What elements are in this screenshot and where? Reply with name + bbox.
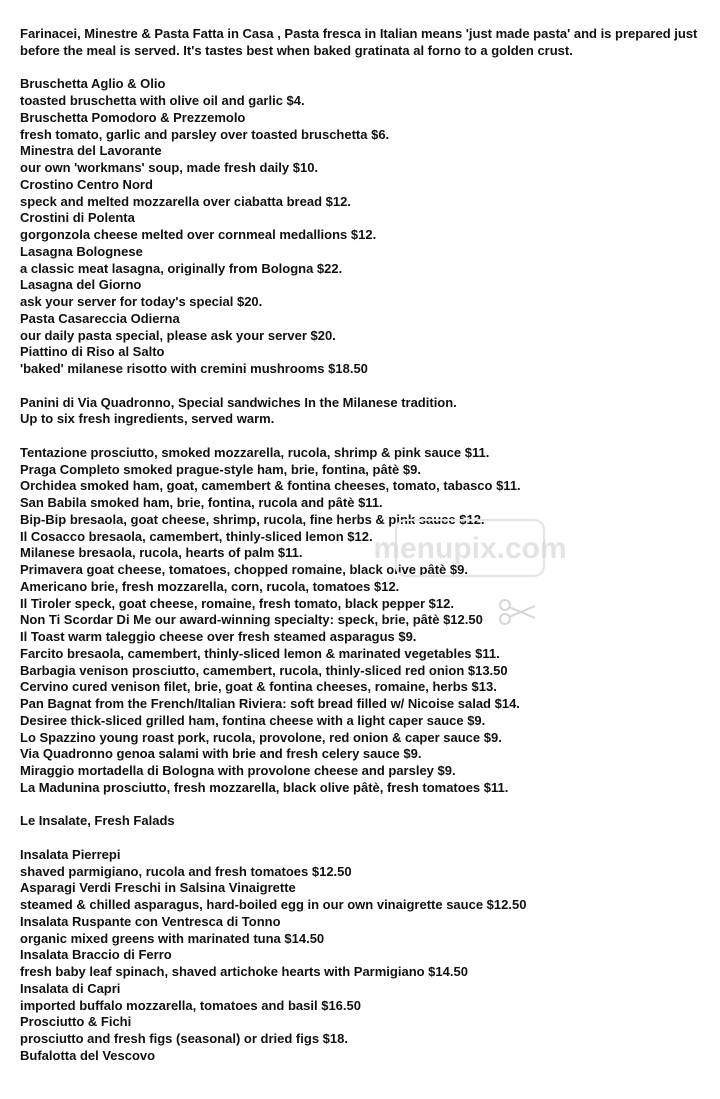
- menu-line: Lo Spazzino young roast pork, rucola, provolone, red onion & caper sauce $9.: [20, 729, 502, 745]
- menu-line: prosciutto and fresh figs (seasonal) or dried figs $18.: [20, 1031, 348, 1046]
- menu-line: toasted bruschetta with olive oil and garlic $4.: [20, 93, 305, 108]
- menu-line: imported buffalo mozzarella, tomatoes and basil $16.50: [20, 997, 361, 1013]
- spacer: [20, 378, 710, 395]
- menu-line: Minestra del Lavorante: [20, 143, 162, 159]
- menu-line: fresh baby leaf spinach, shaved artichoke hearts with Parmigiano $14.50: [20, 964, 468, 979]
- menu-line: Insalata Braccio di Ferro: [20, 947, 172, 963]
- menu-line: Insalata Pierrepi: [20, 846, 121, 862]
- menu-line: Farcito bresaola, camembert, thinly-sliced lemon & marinated vegetables $11.: [20, 645, 500, 661]
- menu-line: Pan Bagnat from the French/Italian Riviera: soft bread filled w/ Nicoise salad $14.: [20, 696, 520, 711]
- menu-line: gorgonzola cheese melted over cornmeal medallions $12.: [20, 227, 377, 242]
- menu-line: a classic meat lasagna, originally from Bologna $22.: [20, 260, 343, 276]
- menu-line: Il Cosacco bresaola, camembert, thinly-sliced lemon $12.: [20, 528, 373, 544]
- starters-section: [20, 76, 710, 378]
- section-heading: Panini di Via Quadronno, Special sandwiches In the Milanese tradition.: [20, 394, 457, 410]
- menu-line: Milanese bresaola, rucola, hearts of palm $11.: [20, 545, 303, 561]
- menu-line: La Madunina prosciutto, fresh mozzarella, black olive pâtè, fresh tomatoes $11.: [20, 779, 509, 795]
- menu-line: Desiree thick-sliced grilled ham, fontina cheese with a light caper sauce $9.: [20, 712, 486, 728]
- menu-line: Bruschetta Pomodoro & Prezzemolo: [20, 109, 246, 125]
- menu-line: our own 'workmans' soup, made fresh daily $10.: [20, 160, 319, 175]
- menu-line: Insalata Ruspante con Ventresca di Tonno: [20, 913, 281, 929]
- menu-line: Lasagna del Giorno: [20, 277, 142, 293]
- menu-line: Piattino di Riso al Salto: [20, 344, 165, 360]
- panini-header: [20, 395, 710, 429]
- section-subheading: Up to six fresh ingredients, served warm.: [20, 411, 275, 427]
- spacer: [20, 60, 710, 77]
- spacer: [20, 830, 710, 847]
- menu-line: Prosciutto & Fichi: [20, 1014, 132, 1030]
- menu-line: Asparagi Verdi Freschi in Salsina Vinaigrette: [20, 880, 296, 896]
- menu-line: our daily pasta special, please ask your server $20.: [20, 327, 336, 343]
- menu-line: fresh tomato, garlic and parsley over toasted bruschetta $6.: [20, 126, 390, 142]
- menu-line: Orchidea smoked ham, goat, camembert & fontina cheeses, tomato, tabasco $11.: [20, 478, 521, 494]
- menu-line: Bruschetta Aglio & Olio: [20, 76, 166, 92]
- menu-line: organic mixed greens with marinated tuna $14.50: [20, 930, 325, 946]
- menu-line: ask your server for today's special $20.: [20, 294, 263, 309]
- menu-line: Cervino cured venison filet, brie, goat & fontina cheeses, romaine, herbs $13.: [20, 679, 497, 695]
- menu-line: Praga Completo smoked prague-style ham, brie, fontina, pâtè $9.: [20, 461, 421, 477]
- menu-line: speck and melted mozzarella over ciabatta bread $12.: [20, 193, 351, 209]
- menu-line: Crostino Centro Nord: [20, 176, 153, 192]
- spacer: [20, 428, 710, 445]
- menu-line: Miraggio mortadella di Bologna with provolone cheese and parsley $9.: [20, 763, 456, 778]
- menu-line: San Babila smoked ham, brie, fontina, rucola and pâtè $11.: [20, 495, 383, 510]
- menu-line: Il Toast warm taleggio cheese over fresh steamed asparagus $9.: [20, 629, 417, 644]
- menu-line: Via Quadronno genoa salami with brie and fresh celery sauce $9.: [20, 746, 422, 762]
- panini-section: [20, 445, 710, 797]
- menu-line: shaved parmigiano, rucola and fresh tomatoes $12.50: [20, 863, 352, 879]
- menu-line: Lasagna Bolognese: [20, 243, 143, 259]
- menu-line: Barbagia venison prosciutto, camembert, rucola, thinly-sliced red onion $13.50: [20, 662, 508, 678]
- spacer: [20, 797, 710, 814]
- menu-line: Americano brie, fresh mozzarella, corn, rucola, tomatoes $12.: [20, 578, 400, 594]
- menu-line: Non Ti Scordar Di Me our award-winning specialty: speck, brie, pâtè $12.50: [20, 612, 483, 628]
- menu-document: [20, 26, 710, 1065]
- menu-line: Pasta Casareccia Odierna: [20, 310, 180, 326]
- intro-paragraph: Farinacei, Minestre & Pasta Fatta in Casa , Pasta fresca in Italian means 'just made pasta' and is prepared just before the meal is served. It's tastes best when baked gratinata al forno to a golden crust.: [20, 26, 698, 58]
- menu-line: Bip-Bip bresaola, goat cheese, shrimp, rucola, fine herbs & pink sauce $12.: [20, 511, 485, 527]
- salads-section: [20, 847, 710, 1065]
- menu-line: Tentazione prosciutto, smoked mozzarella, rucola, shrimp & pink sauce $11.: [20, 444, 490, 460]
- menu-line: Primavera goat cheese, tomatoes, chopped romaine, black olive pâtè $9.: [20, 562, 468, 577]
- menu-line: Crostini di Polenta: [20, 210, 135, 226]
- section-heading: Le Insalate, Fresh Falads: [20, 813, 175, 829]
- menu-line: steamed & chilled asparagus, hard-boiled egg in our own vinaigrette sauce $12.50: [20, 897, 527, 912]
- menu-line: Bufalotta del Vescovo: [20, 1047, 156, 1063]
- menu-line: Insalata di Capri: [20, 980, 121, 996]
- menu-line: Il Tiroler speck, goat cheese, romaine, fresh tomato, black pepper $12.: [20, 595, 454, 611]
- menu-line: 'baked' milanese risotto with cremini mushrooms $18.50: [20, 361, 368, 376]
- watermark-text: menupix.com: [373, 532, 567, 565]
